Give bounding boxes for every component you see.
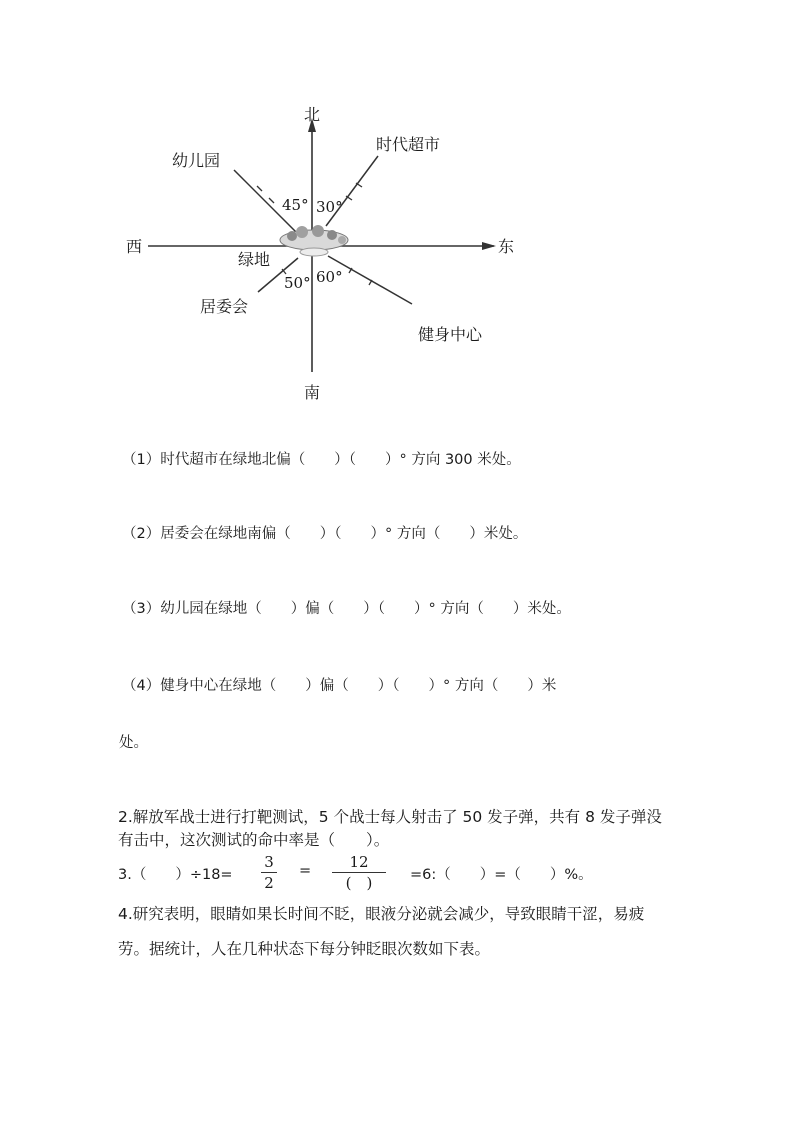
fraction-1-denominator: 2 [264,874,274,892]
question-3: （3）幼儿园在绿地（ ）偏（ ）（ ）° 方向（ ）米处。 [122,601,571,617]
problem-3-tail: =6:（ ）=（ ）%。 [410,867,593,883]
fraction-2-numerator: 12 [349,853,369,871]
label-east: 东 [498,237,515,256]
problem-3-lead: 3.（ ）÷18= [118,867,233,883]
question-2: （2）居委会在绿地南偏（ ）（ ）° 方向（ ）米处。 [122,526,528,542]
problem-4-line-2: 劳。据统计，人在几种状态下每分钟眨眼次数如下表。 [118,940,491,958]
question-1: （1）时代超市在绿地北偏（ ）（ ）° 方向 300 米处。 [122,452,521,468]
direction-diagram [0,0,794,420]
angle-committee: 50° [284,274,311,292]
problem-4-line-1: 4.研究表明，眼睛如果长时间不眨，眼液分泌就会减少，导致眼睛干涩，易疲 [118,905,645,923]
fraction-1-numerator: 3 [264,853,274,871]
question-4-line-1: （4）健身中心在绿地（ ）偏（ ）（ ）° 方向（ ）米 [122,678,557,694]
label-west: 西 [126,237,143,256]
fraction-2-denominator: ( ) [345,874,373,892]
angle-supermarket: 30° [316,198,343,216]
label-center: 绿地 [238,250,271,269]
label-kindergarten: 幼儿园 [172,151,221,170]
problem-3-equals: = [299,863,312,879]
fraction-1 [261,853,277,892]
east-arrow [482,242,496,250]
label-north: 北 [304,105,321,124]
fraction-2 [332,853,386,892]
question-4-line-2: 处。 [119,735,148,751]
angle-kindergarten: 45° [282,196,309,214]
label-fitness: 健身中心 [418,325,483,344]
green-land-picture [280,225,348,256]
angle-fitness: 60° [316,268,343,286]
problem-2-line-2: 有击中，这次测试的命中率是（ ）。 [118,831,390,849]
label-committee: 居委会 [200,297,249,316]
problem-2-line-1: 2.解放军战士进行打靶测试，5 个战士每人射击了 50 发子弹，共有 8 发子弹没 [118,808,662,826]
label-south: 南 [304,383,321,402]
label-supermarket: 时代超市 [376,135,441,154]
